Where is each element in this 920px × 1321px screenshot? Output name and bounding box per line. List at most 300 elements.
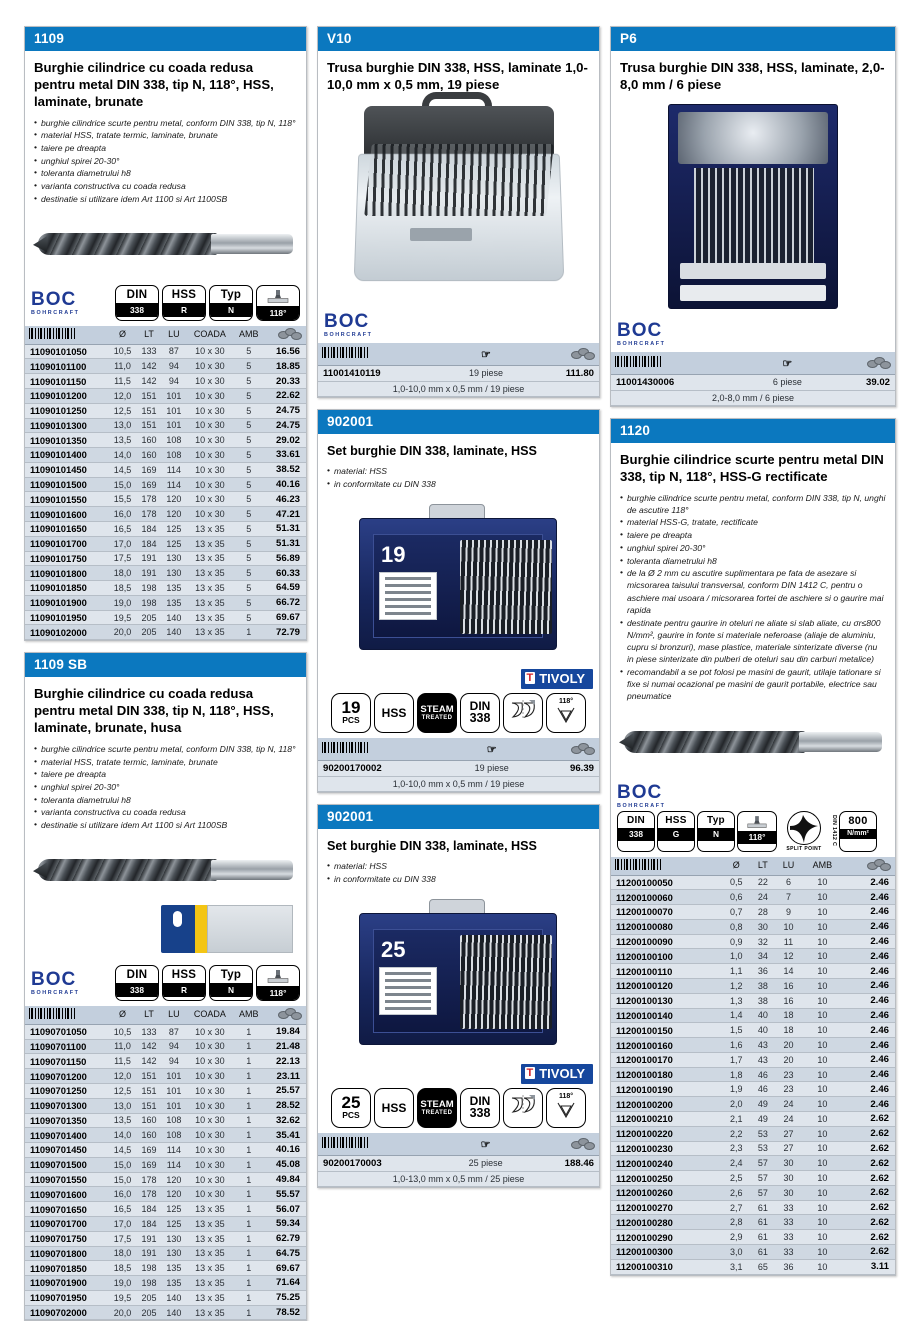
table-row: [611, 1259, 895, 1274]
table-row: [25, 344, 306, 359]
spec-cell: 178: [137, 492, 162, 507]
spec-cell: 184: [137, 521, 162, 536]
table-row: [25, 1113, 306, 1128]
set-range-row: [318, 776, 599, 791]
badge-piece-count: [331, 693, 371, 733]
price-cell: 60.33: [264, 566, 306, 581]
spec-cell: 11,5: [108, 1054, 136, 1069]
spec-cell: 10: [802, 1141, 843, 1156]
spec-cell: 125: [161, 1216, 186, 1231]
article-number: 11090701450: [25, 1143, 108, 1158]
spec-cell: 6: [775, 875, 802, 890]
feature-list: [327, 465, 590, 490]
spec-cell: 14,0: [108, 1128, 136, 1143]
badge-hss-label: HSS: [171, 289, 197, 302]
spec-cell: 140: [161, 1290, 186, 1305]
spec-cell: 120: [161, 1172, 186, 1187]
article-number: 11090101350: [25, 433, 108, 448]
spec-cell: 1: [233, 1128, 264, 1143]
badge-hss-value: G: [658, 828, 694, 842]
badge-count-unit: PCS: [342, 715, 360, 726]
spec-cell: 49: [751, 1112, 775, 1127]
spec-cell: 57: [751, 1156, 775, 1171]
spec-cell: 205: [137, 625, 162, 640]
spec-cell: 94: [161, 1054, 186, 1069]
price-cell: 2.62: [843, 1215, 895, 1230]
spec-cell: 125: [161, 521, 186, 536]
spec-cell: 20: [775, 1052, 802, 1067]
spec-cell: 198: [137, 581, 162, 596]
article-number: 11090101700: [25, 536, 108, 551]
article-number: 11001410119: [318, 365, 445, 381]
spec-cell: 10: [802, 1112, 843, 1127]
set-range: 1,0-13,0 mm x 0,5 mm / 25 piese: [318, 1171, 599, 1186]
set-quantity: 25 piese: [445, 1155, 526, 1171]
table-row: [25, 448, 306, 463]
article-number: 11090101950: [25, 610, 108, 625]
spec-badge-row: [611, 779, 895, 857]
set-row: [611, 374, 895, 390]
table-row: [611, 1052, 895, 1067]
table-row: [25, 1231, 306, 1246]
spec-cell: 5: [233, 374, 264, 389]
spec-cell: 1: [233, 1305, 264, 1320]
spec-badge-row: [25, 281, 306, 326]
coins-icon: [278, 1008, 302, 1020]
spec-cell: 33: [775, 1230, 802, 1245]
spec-cell: 13,0: [108, 1098, 136, 1113]
price-cell: 78.52: [264, 1305, 306, 1320]
table-row: [25, 595, 306, 610]
price-cell: 29.02: [264, 433, 306, 448]
col-barcode: [25, 326, 108, 345]
spec-cell: 10: [802, 1126, 843, 1141]
feature-list: [327, 860, 590, 885]
spec-cell: 130: [161, 1231, 186, 1246]
spec-cell: 151: [137, 403, 162, 418]
badge-angle-label: 118°: [558, 697, 574, 705]
article-number: 90200170003: [318, 1155, 445, 1171]
article-number: 11001430006: [611, 374, 748, 390]
table-row: [611, 1245, 895, 1260]
feature-list: [34, 117, 297, 205]
spec-cell: 13 x 35: [186, 610, 233, 625]
badge-drill-angle: [256, 965, 300, 1001]
spec-cell: 5: [233, 521, 264, 536]
spec-cell: 18,5: [108, 581, 136, 596]
badge-din1412-vertical: DIN 1412 C: [831, 815, 837, 847]
spec-cell: 15,5: [108, 492, 136, 507]
feature-item: • material HSS-G, tratate, rectificate: [620, 516, 886, 528]
spec-cell: 12,5: [108, 403, 136, 418]
article-number: 11090101650: [25, 521, 108, 536]
table-row: [25, 566, 306, 581]
spec-cell: 160: [137, 448, 162, 463]
col-diameter: Ø: [108, 326, 136, 345]
spec-cell: 16,5: [108, 1202, 136, 1217]
badge-din-value: 338: [116, 303, 158, 317]
spec-cell: 12: [775, 949, 802, 964]
table-row: [611, 1008, 895, 1023]
coins-icon: [571, 743, 595, 755]
badge-din338: [460, 693, 500, 733]
coins-icon: [867, 859, 891, 871]
spec-cell: 5: [233, 610, 264, 625]
price-cell: 64.75: [264, 1246, 306, 1261]
spec-cell: 1,9: [722, 1082, 751, 1097]
set-price: 188.46: [526, 1155, 599, 1171]
spec-cell: 16: [775, 993, 802, 1008]
spec-cell: 10: [802, 1215, 843, 1230]
article-number: 11090701100: [25, 1039, 108, 1054]
spec-badge-row: [25, 961, 306, 1006]
flute-icon: [509, 1093, 537, 1122]
price-cell: 59.34: [264, 1216, 306, 1231]
spec-cell: 101: [161, 1083, 186, 1098]
spec-cell: 114: [161, 462, 186, 477]
spec-cell: 10 x 30: [186, 507, 233, 522]
price-cell: 2.62: [843, 1200, 895, 1215]
price-cell: 2.46: [843, 978, 895, 993]
spec-cell: 5: [233, 344, 264, 359]
price-cell: 2.46: [843, 875, 895, 890]
spec-cell: 10 x 30: [186, 1157, 233, 1172]
product-card-902001-19: [317, 409, 600, 793]
article-number: 11090701050: [25, 1024, 108, 1039]
spec-table-1109: [25, 326, 306, 641]
spec-cell: 10: [802, 1082, 843, 1097]
column-right: [610, 26, 896, 1275]
table-row: [25, 625, 306, 640]
article-number: 11200100300: [611, 1245, 722, 1260]
spec-cell: 184: [137, 1216, 162, 1231]
spec-cell: 142: [137, 374, 162, 389]
spec-cell: 2,2: [722, 1126, 751, 1141]
table-row: [25, 1024, 306, 1039]
spec-cell: 205: [137, 610, 162, 625]
tivoly-text: TIVOLY: [539, 1065, 585, 1081]
spec-cell: 198: [137, 595, 162, 610]
spec-cell: 1: [233, 1024, 264, 1039]
article-number: 11200100260: [611, 1185, 722, 1200]
price-cell: 23.11: [264, 1069, 306, 1084]
feature-item: • burghie cilindrice scurte pentru metal, conform DIN 338, tip N, 118°: [34, 743, 297, 755]
spec-cell: 10 x 30: [186, 359, 233, 374]
spec-cell: 10: [802, 1259, 843, 1274]
spec-cell: 18: [775, 1008, 802, 1023]
price-cell: 2.46: [843, 1008, 895, 1023]
feature-item: • destinate pentru gaurire in oteluri ne aliate si slab aliate, cu σr≤800 N/mm², gaurire in fonte si materiale neferoase (aliaje de aluminiu, cupru si bronzuri), mase plastice, materiale sinterizate diverse (nu in piese sinterizate din pulberi de oteluri sau din carburi metalice): [620, 617, 886, 666]
coins-icon: [867, 357, 891, 369]
article-number: 11090701400: [25, 1128, 108, 1143]
col-qty: [445, 1133, 526, 1156]
price-cell: 2.62: [843, 1141, 895, 1156]
spec-cell: 130: [161, 551, 186, 566]
spec-cell: 1,5: [722, 1023, 751, 1038]
spec-cell: 32: [751, 934, 775, 949]
badge-din-label: DIN: [469, 1094, 491, 1109]
table-row: [25, 388, 306, 403]
article-number: 11200100240: [611, 1156, 722, 1171]
spec-cell: 0,6: [722, 890, 751, 905]
price-cell: 32.62: [264, 1113, 306, 1128]
price-cell: 25.57: [264, 1083, 306, 1098]
spec-cell: 178: [137, 1172, 162, 1187]
spec-cell: 1: [233, 1083, 264, 1098]
spec-cell: 1: [233, 1216, 264, 1231]
spec-cell: 24: [775, 1112, 802, 1127]
article-number: 11090101150: [25, 374, 108, 389]
badge-steam-line1: STEAM: [420, 1099, 454, 1111]
feature-item: • taiere pe dreapta: [620, 529, 886, 541]
spec-cell: 135: [161, 1261, 186, 1276]
spec-cell: 13 x 35: [186, 1231, 233, 1246]
feature-item: • taiere pe dreapta: [34, 142, 297, 154]
spec-cell: 1: [233, 1246, 264, 1261]
boc-logo: [617, 321, 685, 347]
spec-cell: 10 x 30: [186, 492, 233, 507]
spec-cell: 114: [161, 1157, 186, 1172]
spec-cell: 30: [775, 1185, 802, 1200]
spec-cell: 10 x 30: [186, 1024, 233, 1039]
table-header-row: [611, 352, 895, 375]
col-lu: LU: [161, 1006, 186, 1025]
feature-item: • material HSS, tratate termic, laminate, brunate: [34, 756, 297, 768]
price-cell: 51.31: [264, 521, 306, 536]
product-image-blue-case: 25: [351, 889, 566, 1054]
spec-cell: 1,4: [722, 1008, 751, 1023]
article-number: 11200100280: [611, 1215, 722, 1230]
spec-cell: 5: [233, 581, 264, 596]
badge-din-label: DIN: [126, 969, 148, 982]
set-badge-row: [318, 1085, 599, 1133]
badge-steam-line1: STEAM: [420, 704, 454, 716]
hand-icon: ☞: [481, 348, 491, 361]
col-lu: LU: [161, 326, 186, 345]
spec-cell: 19,0: [108, 1276, 136, 1291]
col-qty: [445, 343, 528, 366]
spec-cell: 10 x 30: [186, 1098, 233, 1113]
spec-cell: 1: [233, 625, 264, 640]
spec-cell: 10 x 30: [186, 1143, 233, 1158]
spec-cell: 14,5: [108, 462, 136, 477]
boc-logo-subtext: BOHRCRAFT: [31, 309, 80, 316]
spec-cell: 1: [233, 1143, 264, 1158]
price-cell: 38.52: [264, 462, 306, 477]
badge-count-number: 25: [341, 1093, 361, 1113]
product-image-drill-bit: [38, 219, 293, 271]
price-cell: 2.46: [843, 1082, 895, 1097]
spec-cell: 10 x 30: [186, 388, 233, 403]
spec-cell: 5: [233, 492, 264, 507]
table-row: [611, 1126, 895, 1141]
article-number: 11090701150: [25, 1054, 108, 1069]
article-number: 11090701300: [25, 1098, 108, 1113]
spec-cell: 130: [161, 566, 186, 581]
spec-cell: 17,0: [108, 1216, 136, 1231]
article-number: 11200100230: [611, 1141, 722, 1156]
product-card-1120: [610, 418, 896, 1276]
article-number: 11200100270: [611, 1200, 722, 1215]
product-title: Trusa burghie DIN 338, HSS, laminate 1,0-10,0 mm x 0,5 mm, 19 piese: [327, 60, 588, 92]
spec-cell: 5: [233, 418, 264, 433]
set-badge-row: [318, 690, 599, 738]
table-row: [611, 905, 895, 920]
spec-cell: 10 x 30: [186, 1128, 233, 1143]
col-barcode: [611, 352, 748, 375]
table-row: [25, 1054, 306, 1069]
spec-cell: 101: [161, 418, 186, 433]
boc-logo-subtext: BOHRCRAFT: [617, 340, 666, 347]
spec-cell: 10 x 30: [186, 403, 233, 418]
table-row: [611, 1171, 895, 1186]
price-cell: 16.56: [264, 344, 306, 359]
feature-item: • taiere pe dreapta: [34, 768, 297, 780]
table-header-row: [25, 326, 306, 345]
spec-cell: 1,8: [722, 1067, 751, 1082]
set-quantity: 6 piese: [748, 374, 826, 390]
spec-cell: 14,0: [108, 448, 136, 463]
spec-cell: 94: [161, 374, 186, 389]
spec-cell: 2,9: [722, 1230, 751, 1245]
badge-strength: [839, 811, 877, 852]
spec-cell: 142: [137, 1039, 162, 1054]
spec-cell: 10 x 30: [186, 1083, 233, 1098]
boc-logo-text: BOC: [31, 969, 77, 991]
price-cell: 2.46: [843, 1067, 895, 1082]
spec-cell: 178: [137, 507, 162, 522]
spec-cell: 108: [161, 1113, 186, 1128]
col-barcode: [318, 343, 445, 366]
badge-din-label: DIN: [469, 699, 491, 714]
table-row: [611, 949, 895, 964]
article-number: 11200100250: [611, 1171, 722, 1186]
price-cell: 19.84: [264, 1024, 306, 1039]
split-point-icon: [787, 811, 821, 845]
table-row: [25, 521, 306, 536]
spec-cell: 13,5: [108, 433, 136, 448]
boc-logo: [617, 783, 685, 809]
table-row: [25, 1069, 306, 1084]
boc-logo-text: BOC: [31, 288, 77, 310]
spec-cell: 17,5: [108, 551, 136, 566]
badge-angle-value: 118°: [738, 831, 776, 845]
spec-cell: 17,5: [108, 1231, 136, 1246]
spec-cell: 12,0: [108, 1069, 136, 1084]
spec-cell: 1: [233, 1157, 264, 1172]
badge-steam-line2: TREATED: [421, 1109, 453, 1116]
spec-cell: 33: [775, 1200, 802, 1215]
spec-cell: 1: [233, 1261, 264, 1276]
spec-cell: 10: [802, 1023, 843, 1038]
badge-hss-value: R: [163, 303, 205, 317]
table-header-row: [318, 738, 599, 761]
spec-cell: 1: [233, 1172, 264, 1187]
table-row: [611, 1067, 895, 1082]
article-number: 11090101500: [25, 477, 108, 492]
spec-cell: 10: [802, 1052, 843, 1067]
product-image-blue-case: 19: [351, 494, 566, 659]
spec-cell: 1: [233, 1276, 264, 1291]
spec-cell: 43: [751, 1038, 775, 1053]
table-row: [611, 1023, 895, 1038]
article-number: 11090101600: [25, 507, 108, 522]
article-number: 11200100110: [611, 964, 722, 979]
badge-typ: [209, 965, 253, 1001]
set-price-table-v10: [318, 343, 599, 397]
article-number: 11090701250: [25, 1083, 108, 1098]
spec-cell: 13 x 35: [186, 625, 233, 640]
barcode-icon: [29, 1008, 75, 1019]
article-number: 11090701750: [25, 1231, 108, 1246]
article-number: 11090701200: [25, 1069, 108, 1084]
badge-typ: [209, 285, 253, 321]
col-qty: [450, 738, 534, 761]
spec-cell: 140: [161, 610, 186, 625]
boc-logo: [31, 290, 99, 316]
article-number: 11090701950: [25, 1290, 108, 1305]
price-cell: 35.41: [264, 1128, 306, 1143]
tivoly-text: TIVOLY: [539, 670, 585, 686]
point-angle-icon: [554, 1100, 578, 1123]
product-card-1109sb: [24, 652, 307, 1321]
spec-cell: 10: [802, 1156, 843, 1171]
price-cell: 2.62: [843, 1126, 895, 1141]
set-range: 1,0-10,0 mm x 0,5 mm / 19 piese: [318, 776, 599, 791]
spec-cell: 142: [137, 1054, 162, 1069]
price-cell: 49.84: [264, 1172, 306, 1187]
price-cell: 33.61: [264, 448, 306, 463]
spec-cell: 15,0: [108, 1172, 136, 1187]
spec-cell: 10 x 30: [186, 1113, 233, 1128]
col-price: [264, 1006, 306, 1025]
article-number: 11090101550: [25, 492, 108, 507]
table-row: [25, 1083, 306, 1098]
spec-cell: 10: [802, 1008, 843, 1023]
spec-cell: 1: [233, 1098, 264, 1113]
set-quantity: 19 piese: [450, 760, 534, 776]
badge-din-value: 338: [618, 828, 654, 842]
badge-strength-value: 800: [848, 814, 868, 827]
spec-cell: 33: [775, 1215, 802, 1230]
article-number: 11200100290: [611, 1230, 722, 1245]
hand-icon: ☞: [486, 743, 497, 756]
article-number: 11090701600: [25, 1187, 108, 1202]
spec-cell: 24: [775, 1097, 802, 1112]
spec-cell: 2,8: [722, 1215, 751, 1230]
table-row: [25, 1172, 306, 1187]
spec-cell: 151: [137, 418, 162, 433]
price-cell: 47.21: [264, 507, 306, 522]
spec-cell: 30: [751, 919, 775, 934]
badge-typ-label: Typ: [220, 289, 242, 302]
spec-cell: 140: [161, 625, 186, 640]
barcode-icon: [322, 742, 368, 753]
spec-cell: 2,4: [722, 1156, 751, 1171]
article-number: 11200100160: [611, 1038, 722, 1053]
spec-cell: 2,3: [722, 1141, 751, 1156]
spec-cell: 191: [137, 1231, 162, 1246]
spec-cell: 24: [751, 890, 775, 905]
col-barcode: [318, 1133, 445, 1156]
badge-hss: [162, 965, 206, 1001]
spec-cell: 46: [751, 1082, 775, 1097]
boc-logo-text: BOC: [617, 781, 663, 803]
price-cell: 51.31: [264, 536, 306, 551]
spec-cell: 125: [161, 536, 186, 551]
article-number: 11090701800: [25, 1246, 108, 1261]
col-price: [526, 1133, 599, 1156]
